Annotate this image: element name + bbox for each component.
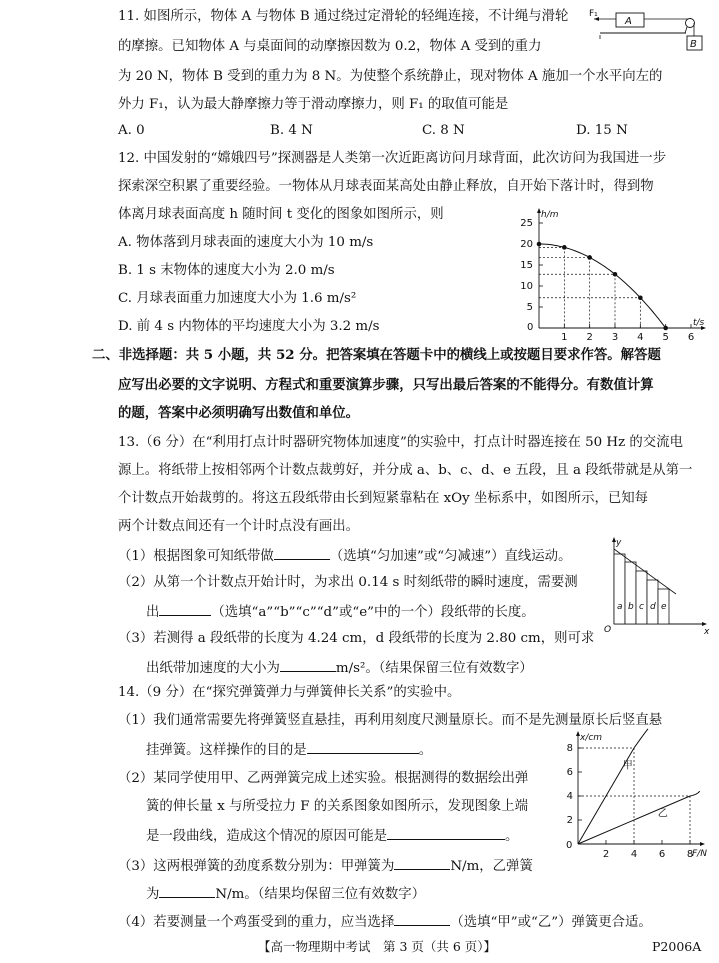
q13-line-3: 个计数点开始裁剪的。将这五段纸带由长到短紧靠粘在 xOy 坐标系中，如图所示，已知每 xyxy=(118,491,649,506)
x-tick-label: 8 xyxy=(686,849,694,860)
x-tick-label: 2 xyxy=(602,849,610,860)
strip-a-label: a xyxy=(617,602,623,612)
q13-part-3-text: 出纸带加速度的大小为 xyxy=(146,661,280,676)
pulley-figure xyxy=(586,6,714,58)
q14-part-2-text: 是一段曲线，造成这个情况的原因可能是 xyxy=(146,829,388,844)
pulley-wheel xyxy=(686,19,695,28)
series-jia-label: 甲 xyxy=(622,760,633,772)
q14-part-3-text: （3）这两根弹簧的劲度系数分别为：甲弹簧为 xyxy=(118,859,395,874)
q14-part-4 xyxy=(118,912,652,932)
y-axis-label: x/cm xyxy=(580,733,603,743)
data-point xyxy=(537,242,542,247)
q11-option-d: D. 15 N xyxy=(576,123,628,138)
y-axis-label: h/m xyxy=(541,210,559,220)
q14-answer-blank-3[interactable] xyxy=(394,856,450,870)
x-tick-label: 6 xyxy=(687,332,695,343)
q14-part-4-suffix: （选填“甲”或“乙”）弹簧更合适。 xyxy=(450,915,652,930)
strip-b-label: b xyxy=(628,602,634,612)
q13-part-2-suffix: （选填“a”“b”“c”“d”或“e”中的一个）段纸带的长度。 xyxy=(211,605,535,620)
strip-d-label: d xyxy=(650,602,656,612)
y-axis-label: y xyxy=(616,538,622,548)
height-time-chart xyxy=(518,200,708,348)
data-point xyxy=(663,326,668,331)
y-tick-label: 6 xyxy=(566,767,573,778)
block-a-label: A xyxy=(625,16,632,27)
q13-part-2-cont xyxy=(146,602,535,622)
q14-part-1-text: 挂弹簧。这样操作的目的是 xyxy=(146,743,307,758)
x-tick-label: 1 xyxy=(561,332,568,343)
q14-part-2: （2）某同学使用甲、乙两弹簧完成上述实验。根据测得的数据绘出弹 xyxy=(118,771,529,786)
q13-part-3: （3）若测得 a 段纸带的长度为 4.24 cm，d 段纸带的长度为 2.80 cm，则可求 xyxy=(118,631,595,646)
data-point xyxy=(562,245,567,250)
strip-c xyxy=(636,571,647,624)
origin-label: 0 xyxy=(527,322,534,333)
x-tick-label: 6 xyxy=(658,849,666,860)
series-yi-line xyxy=(578,791,700,844)
q13-part-2: （2）从第一个计数点开始计时，为求出 0.14 s 时刻纸带的瞬时速度，需要测 xyxy=(118,575,578,590)
q14-part-1-cont xyxy=(146,740,432,760)
q14-answer-blank-5[interactable] xyxy=(394,912,450,926)
extension-force-chart xyxy=(558,724,714,864)
y-tick-label: 20 xyxy=(520,239,533,250)
q13-answer-blank-1[interactable] xyxy=(274,546,330,560)
fall-curve xyxy=(539,244,666,328)
q13-part-3-cont xyxy=(146,658,533,678)
q13-line-4: 两个计数点间还有一个计时点没有画出。 xyxy=(118,519,360,534)
q12-line-2: 探索深空积累了重要经验。一物体从月球表面某高处由静止释放，自开始下落计时，得到物 xyxy=(118,179,654,194)
x-tick-label: 3 xyxy=(611,332,619,343)
data-point xyxy=(638,295,643,300)
q11-option-b: B. 4 N xyxy=(270,123,313,138)
series-jia-line xyxy=(578,729,648,844)
q14-part-1-suffix: 。 xyxy=(418,743,433,758)
strip-a xyxy=(614,554,625,624)
strip-c-label: c xyxy=(639,602,644,612)
q13-part-1 xyxy=(118,546,571,566)
q14-part-3-prefix: 为 xyxy=(146,887,160,902)
y-tick-label: 8 xyxy=(566,743,573,754)
q13-part-1-text: （1）根据图象可知纸带做 xyxy=(118,549,274,564)
q14-part-3-suffix: N/m。（结果均保留三位有效数字） xyxy=(215,887,426,902)
q14-part-2-suffix: 。 xyxy=(505,829,519,844)
q13-answer-blank-3[interactable] xyxy=(280,658,336,672)
x-tick-label: 4 xyxy=(630,849,638,860)
data-point xyxy=(587,255,592,260)
block-b-label: B xyxy=(690,39,697,50)
y-tick-label: 4 xyxy=(566,791,573,802)
q14-part-3-middle: N/m，乙弹簧 xyxy=(450,859,533,874)
q14-part-3 xyxy=(118,856,533,876)
q11-line-1: 11. 如图所示，物体 A 与物体 B 通过绕过定滑轮的轻绳连接，不计绳与滑轮 xyxy=(118,9,569,24)
force-label: F₁ xyxy=(589,9,598,19)
q13-line-1: 13.（6 分）在“利用打点计时器研究物体加速度”的实验中，打点计时器连接在 50 Hz 的交流电 xyxy=(118,435,683,450)
data-point xyxy=(613,272,618,277)
q14-part-2-line-3 xyxy=(146,826,518,846)
q14-part-4-text: （4）若要测量一个鸡蛋受到的重力，应当选择 xyxy=(118,915,395,930)
q12-option-c: C. 月球表面重力加速度大小为 1.6 m/s² xyxy=(118,291,357,306)
section2-line-3: 的题，答案中必须明确写出数值和单位。 xyxy=(118,405,360,421)
x-axis-label: F/N xyxy=(692,849,707,859)
q11-line-3: 为 20 N，物体 B 受到的重力为 8 N。为使整个系统静止，现对物体 A 施加一个水平向左的 xyxy=(118,69,663,84)
strip-b xyxy=(625,562,636,624)
y-tick-label: 25 xyxy=(520,218,533,229)
q13-part-1-suffix: （选填“匀加速”或“匀减速”）直线运动。 xyxy=(329,549,572,564)
y-tick-label: 10 xyxy=(520,281,533,292)
q12-option-a: A. 物体落到月球表面的速度大小为 10 m/s xyxy=(118,235,374,250)
q14-answer-blank-1[interactable] xyxy=(307,740,419,754)
origin-label: 0 xyxy=(566,840,573,851)
x-axis-label: x xyxy=(704,627,710,637)
strip-e-label: e xyxy=(661,602,667,612)
y-tick-label: 2 xyxy=(566,815,573,826)
q13-part-3-suffix: m/s²。（结果保留三位有效数字） xyxy=(335,661,533,676)
q12-option-b: B. 1 s 末物体的速度大小为 2.0 m/s xyxy=(118,263,335,278)
y-tick-label: 15 xyxy=(520,260,533,271)
q13-part-2-text: 出 xyxy=(146,605,160,620)
x-tick-label: 4 xyxy=(637,332,644,343)
q13-line-2: 源上。将纸带上按相邻两个计数点裁剪好，并分成 a、b、c、d、e 五段，且 a 段纸带就是从第一 xyxy=(118,463,693,478)
q14-part-3-cont xyxy=(146,884,425,904)
q13-answer-blank-2[interactable] xyxy=(159,602,211,616)
section2-line-2: 应写出必要的文字说明、方程式和重要演算步骤，只写出最后答案的不能得分。有数值计算 xyxy=(118,377,654,393)
q11-option-a: A. 0 xyxy=(118,123,145,138)
q14-part-1: （1）我们通常需要先将弹簧竖直悬挂，再利用刻度尺测量原长。而不是先测量原长后竖直悬 xyxy=(118,713,663,728)
origin-label: O xyxy=(604,625,612,635)
q11-option-c: C. 8 N xyxy=(422,123,465,138)
q14-answer-blank-4[interactable] xyxy=(159,884,215,898)
x-axis-arrow xyxy=(700,842,705,846)
q12-option-d: D. 前 4 s 内物体的平均速度大小为 3.2 m/s xyxy=(118,319,380,334)
q12-line-3: 体离月球表面高度 h 随时间 t 变化的图象如图所示，则 xyxy=(118,207,444,222)
footer-page-info: 【高一物理期中考试 第 3 页（共 6 页）】 xyxy=(258,939,497,954)
q12-line-1: 12. 中国发射的“嫦娥四号”探测器是人类第一次近距离访问月球背面，此次访问为我国进一步 xyxy=(118,151,667,166)
x-axis-label: t/s xyxy=(693,318,705,328)
q11-line-2: 的摩擦。已知物体 A 与桌面间的动摩擦因数为 0.2，物体 A 受到的重力 xyxy=(118,39,542,54)
tape-strips-figure xyxy=(596,536,714,636)
footer-code: P2006A xyxy=(652,939,702,954)
section2-line-1: 二、非选择题：共 5 小题，共 52 分。把答案填在答题卡中的横线上或按题目要求作答。解答题 xyxy=(92,347,661,363)
x-tick-label: 5 xyxy=(662,332,669,343)
y-tick-label: 5 xyxy=(526,302,533,313)
x-tick-label: 2 xyxy=(586,332,593,343)
q14-line-1: 14.（9 分）在“探究弹簧弹力与弹簧伸长关系”的实验中。 xyxy=(118,685,461,700)
series-yi-label: 乙 xyxy=(657,808,668,820)
q11-line-4: 外力 F₁，认为最大静摩擦力等于滑动摩擦力，则 F₁ 的取值可能是 xyxy=(118,97,509,112)
q14-answer-blank-2[interactable] xyxy=(387,826,505,840)
q14-part-2-line-2: 簧的伸长量 x 与所受拉力 F 的关系图象如图所示，发现图象上端 xyxy=(146,799,529,814)
